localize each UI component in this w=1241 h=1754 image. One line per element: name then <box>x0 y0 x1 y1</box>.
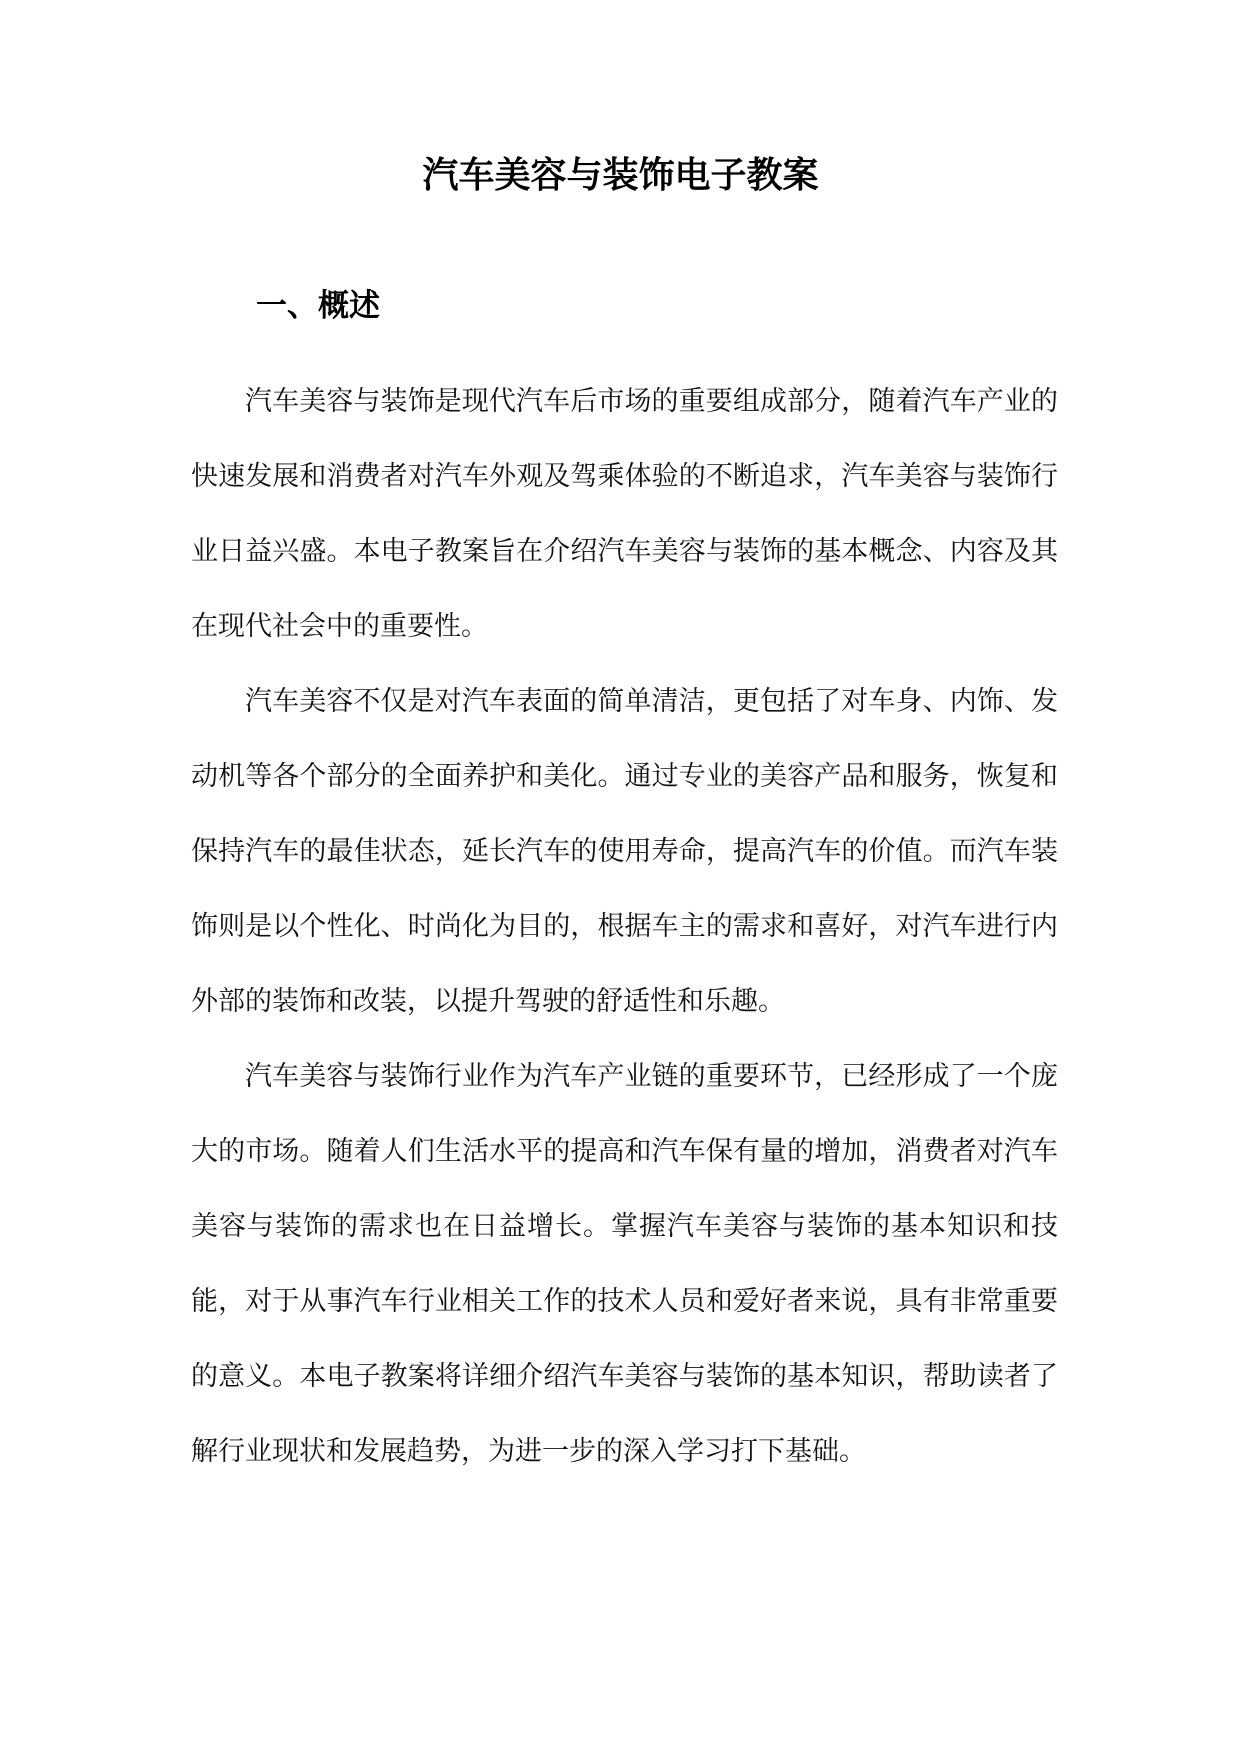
paragraph: 汽车美容与装饰行业作为汽车产业链的重要环节，已经形成了一个庞大的市场。随着人们生活水平的提高和汽车保有量的增加，消费者对汽车美容与装饰的需求也在日益增长。掌握汽车美容与装饰的基本知识和技能，对于从事汽车行业相关工作的技术人员和爱好者来说，具有非常重要的意义。本电子教案将详细介绍汽车美容与装饰的基本知识，帮助读者了解行业现状和发展趋势，为进一步的深入学习打下基础。 <box>191 1061 1058 1467</box>
paragraph: 汽车美容与装饰是现代汽车后市场的重要组成部分，随着汽车产业的快速发展和消费者对汽车外观及驾乘体验的不断追求，汽车美容与装饰行业日益兴盛。本电子教案旨在介绍汽车美容与装饰的基本概念、内容及其在现代社会中的重要性。 <box>191 386 1058 642</box>
section-heading: 一、概述 <box>256 288 380 324</box>
paragraph: 汽车美容不仅是对汽车表面的简单清洁，更包括了对车身、内饰、发动机等各个部分的全面养护和美化。通过专业的美容产品和服务，恢复和保持汽车的最佳状态，延长汽车的使用寿命，提高汽车的价值。而汽车装饰则是以个性化、时尚化为目的，根据车主的需求和喜好，对汽车进行内外部的装饰和改装，以提升驾驶的舒适性和乐趣。 <box>191 686 1058 1017</box>
document-title: 汽车美容与装饰电子教案 <box>422 154 819 196</box>
section-body <box>191 364 1058 1489</box>
